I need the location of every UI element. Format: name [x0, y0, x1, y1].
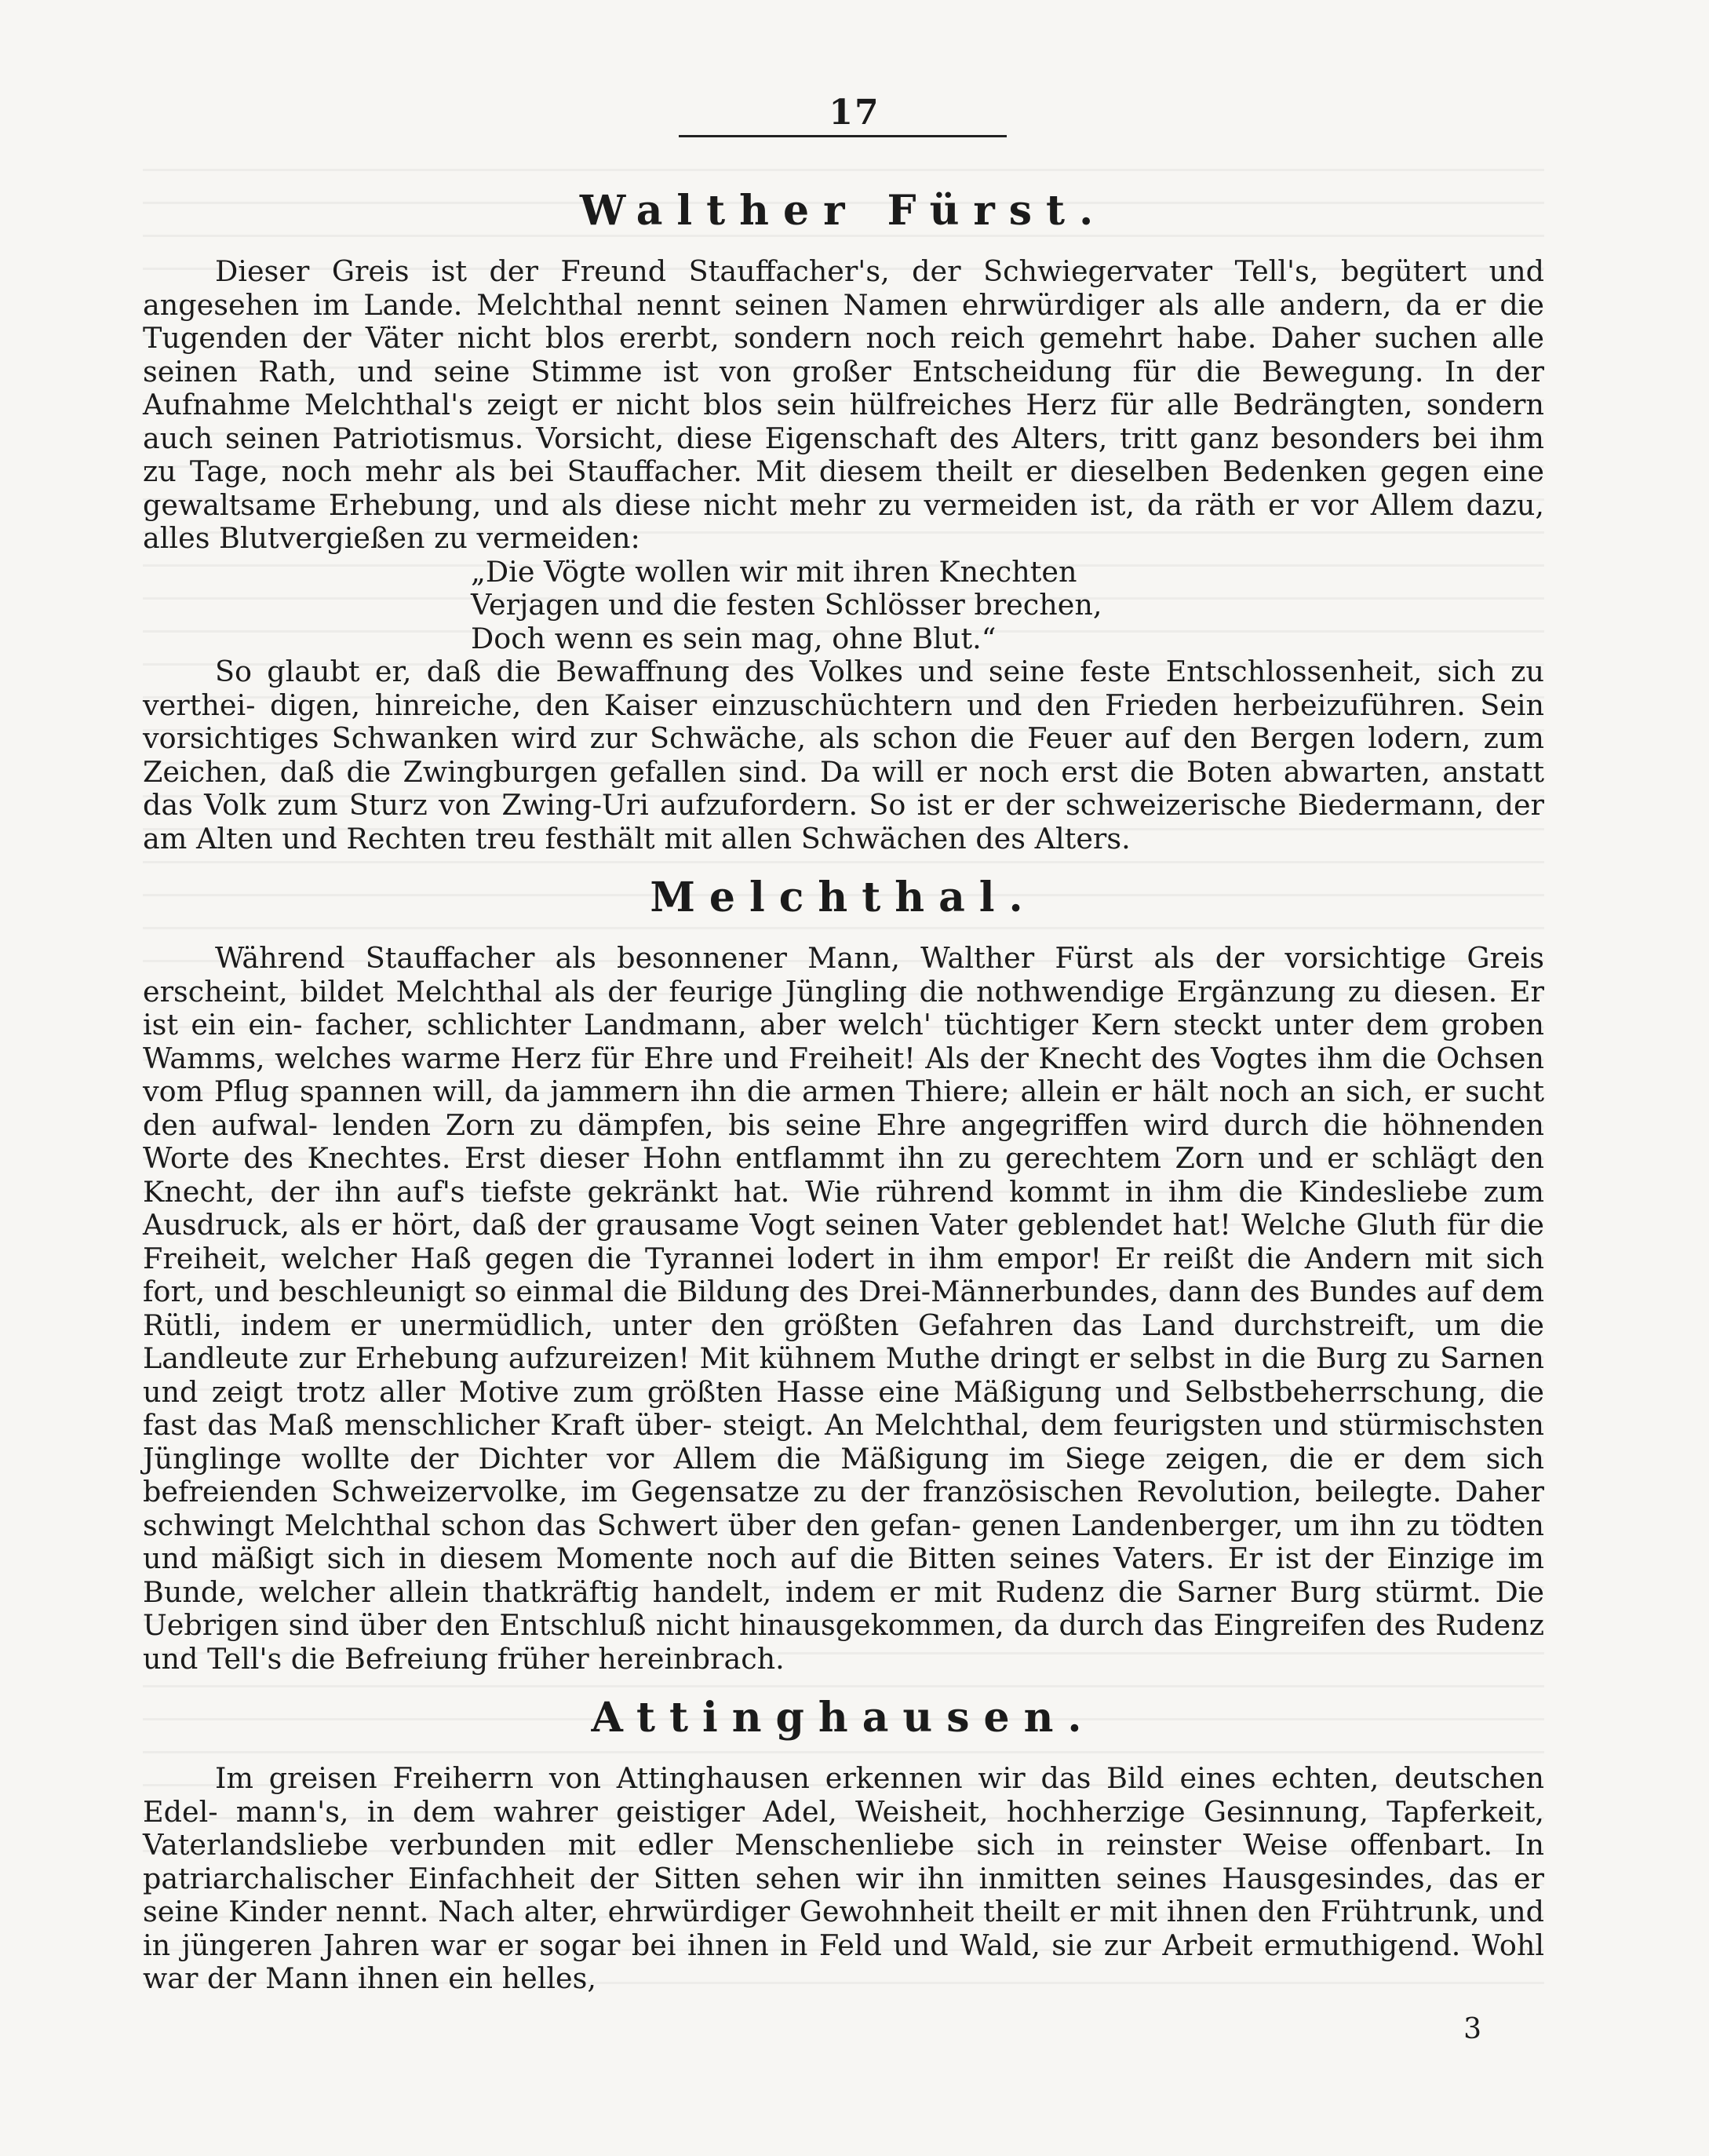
- paragraph-melchthal: Während Stauffacher als besonnener Mann, Walther Fürst als der vorsichtige Greis erscheint, bildet Melchthal als der feurige Jüngling die nothwendige Ergänzung zu diesen. Er ist ein ein- facher, schlichter Landmann, aber welch' tüchtiger Kern steckt unter dem groben Wamms, welches warme Herz für Ehre und Freiheit! Als der Knecht des Vogtes ihm die Ochsen vom Pflug spannen will, da jammern ihn die armen Thiere; allein er hält noch an sich, er sucht den aufwal- lenden Zorn zu dämpfen, bis seine Ehre angegriffen wird durch die höhnenden Worte des Knechtes. Erst dieser Hohn entflammt ihn zu gerechtem Zorn und er schlägt den Knecht, der ihn auf's tiefste gekränkt hat. Wie rührend kommt in ihm die Kindesliebe zum Ausdruck, als er hört, daß der grausame Vogt seinen Vater geblendet hat! Welche Gluth für die Freiheit, welcher Haß gegen die Tyrannei lodert in ihm empor! Er reißt die Andern mit sich fort, und beschleunigt so einmal die Bildung des Drei-Männerbundes, dann des Bundes auf dem Rütli, indem er unermüdlich, unter den größten Gefahren das Land durchstreift, um die Landleute zur Erhebung aufzureizen! Mit kühnem Muthe dringt er selbst in die Burg zu Sarnen und zeigt trotz aller Motive zum größten Hasse eine Mäßigung und Selbstbeherrschung, die fast das Maß menschlicher Kraft über- steigt. An Melchthal, dem feurigsten und stürmischsten Jünglinge wollte der Dichter vor Allem die Mäßigung im Siege zeigen, die er dem sich befreienden Schweizervolke, im Gegensatze zu der französischen Revolution, beilegte. Daher schwingt Melchthal schon das Schwert über den gefan- genen Landenberger, um ihn zu tödten und mäßigt sich in diesem Momente noch auf die Bitten seines Vaters. Er ist der Einzige im Bunde, welcher allein thatkräftig handelt, indem er mit Rudenz die Sarner Burg stürmt. Die Uebrigen sind über den Entschluß nicht hinausgekommen, da durch das Eingreifen des Rudenz und Tell's die Befreiung früher hereinbrach.: [143, 941, 1544, 1676]
- page-number: 17: [829, 93, 880, 133]
- section-title-walther-fuerst: Walther Fürst.: [579, 187, 1108, 235]
- signature-mark: 3: [1463, 2013, 1481, 2045]
- verse-line: Doch wenn es sein mag, ohne Blut.“: [471, 621, 997, 655]
- verse-quote: [471, 556, 1544, 656]
- verse-line: Verjagen und die festen Schlösser brechen,: [471, 588, 1102, 622]
- paragraph-attinghausen: Im greisen Freiherrn von Attinghausen erkennen wir das Bild eines echten, deutschen Edel- mann's, in dem wahrer geistiger Adel, Weisheit, hochherzige Gesinnung, Tapferkeit, Vaterlandsliebe verbunden mit edler Menschenliebe sich in reinster Weise offenbart. In patriarchalischer Einfachheit der Sitten sehen wir ihn inmitten seines Hausgesindes, das er seine Kinder nennt. Nach alter, ehrwürdiger Gewohnheit theilt er mit ihnen den Frühtrunk, und in jüngeren Jahren war er sogar bei ihnen in Feld und Wald, sie zur Arbeit ermuthigend. Wohl war der Mann ihnen ein helles,: [143, 1761, 1544, 1995]
- page-body: [143, 169, 1544, 1996]
- verse-line: „Die Vögte wollen wir mit ihren Knechten: [471, 554, 1077, 589]
- header-rule: [679, 135, 1007, 137]
- paragraph-walther-fuerst-2: So glaubt er, daß die Bewaffnung des Volkes und seine feste Entschlossenheit, sich zu verthei- digen, hinreiche, den Kaiser einzuschüchtern und den Frieden herbeizuführen. Sein vorsichtiges Schwanken wird zur Schwäche, als schon die Feuer auf den Bergen lodern, zum Zeichen, daß die Zwingburgen gefallen sind. Da will er noch erst die Boten abwarten, anstatt das Volk zum Sturz von Zwing-Uri aufzufordern. So ist er der schweizerische Biedermann, der am Alten und Rechten treu festhält mit allen Schwächen des Alters.: [143, 655, 1544, 855]
- section-title-attinghausen: Attinghausen.: [591, 1694, 1096, 1742]
- section-title-melchthal: Melchthal.: [650, 874, 1037, 921]
- paragraph-walther-fuerst-1: Dieser Greis ist der Freund Stauffacher's, der Schwiegervater Tell's, begütert und angesehen im Lande. Melchthal nennt seinen Namen ehrwürdiger als alle andern, da er die Tugenden der Väter nicht blos ererbt, sondern noch reich gemehrt habe. Daher suchen alle seinen Rath, und seine Stimme ist von großer Entscheidung für die Bewegung. In der Aufnahme Melchthal's zeigt er nicht blos sein hülfreiches Herz für alle Bedrängten, sondern auch seinen Patriotismus. Vorsicht, diese Eigenschaft des Alters, tritt ganz besonders bei ihm zu Tage, noch mehr als bei Stauffacher. Mit diesem theilt er dieselben Bedenken gegen eine gewaltsame Erhebung, und als diese nicht mehr zu vermeiden ist, da räth er vor Allem dazu, alles Blutvergießen zu vermeiden:: [143, 254, 1544, 555]
